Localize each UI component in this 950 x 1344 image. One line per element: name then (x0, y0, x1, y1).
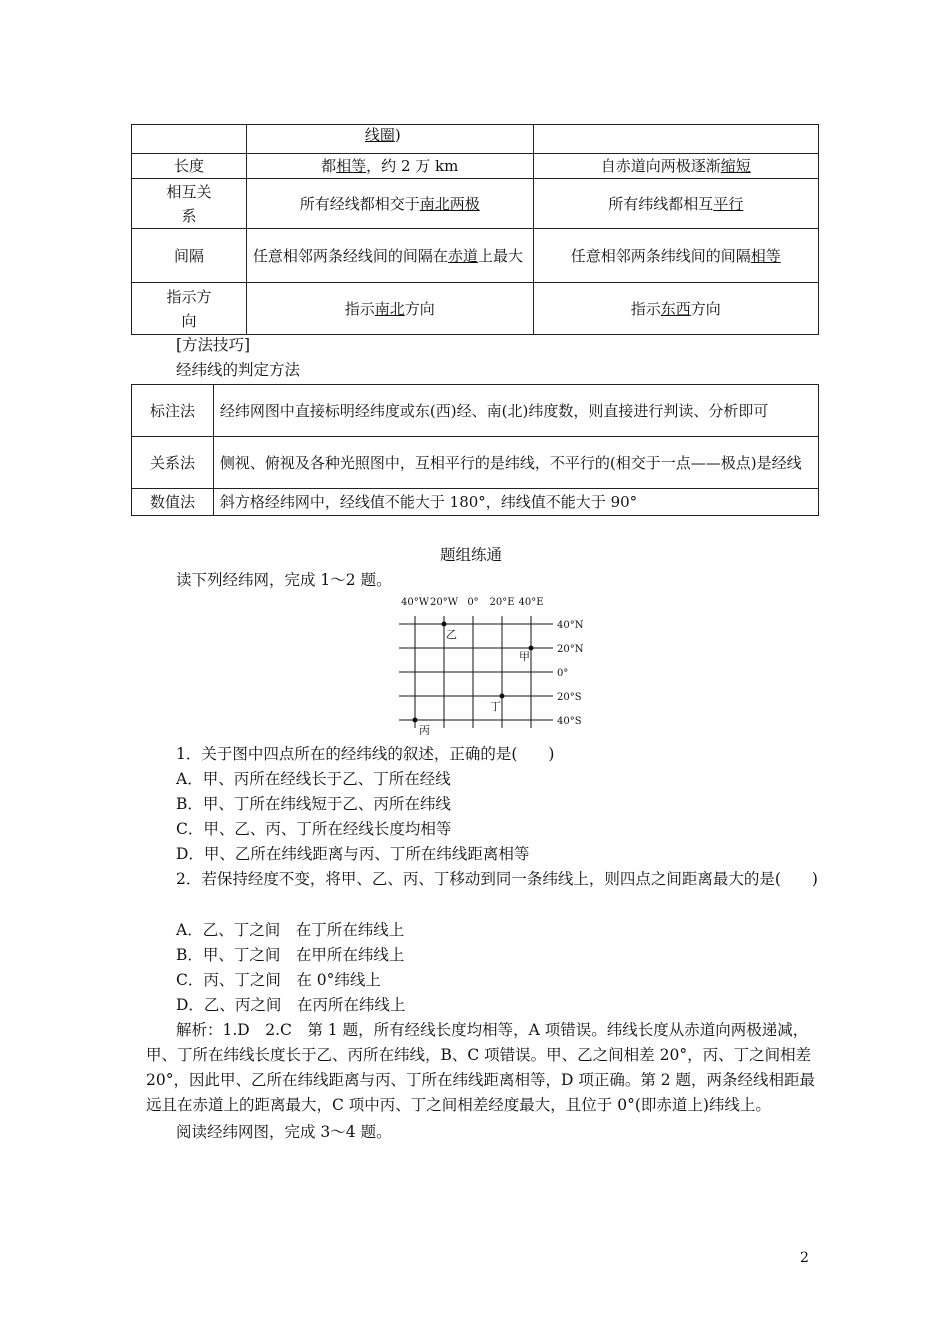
table1-meridian-cell (246, 229, 533, 283)
table1-row-label: 相互关系 (132, 179, 247, 229)
lon-label: 0° (467, 597, 479, 608)
lines-comparison-table (131, 124, 819, 335)
table1-row-label: 间隔 (132, 229, 247, 283)
analysis: 解析：1.D 2.C 第 1 题，所有经线长度均相等，A 项错误。纬线长度从赤道向两极递减，甲、丁所在纬线长度长于乙、丙所在纬线，B、C 项错误。甲、乙之间相差 20°，丙、丁之间相差 20°，因此甲、乙所在纬线距离与丙、丁所在纬线距离相等，D 项正确。第 2 题，两条经线相距最远且在赤道上的距离最大，C 项中丙、丁之间相差经度最大，且位于 0°(即赤道上)纬线上。 (146, 1021, 816, 1114)
table1-row-label (132, 125, 247, 154)
table1-row-label: 指示方向 (132, 283, 247, 335)
table1-meridian-cell (246, 179, 533, 229)
point-label: 乙 (446, 628, 457, 641)
method-label: 标注法 (132, 385, 214, 437)
point-label: 丙 (419, 724, 430, 735)
table1-meridian-cell (246, 154, 533, 179)
parallel-part: 自赤道向两极逐渐 (600, 157, 721, 175)
parallel-part: 相等 (750, 246, 781, 265)
q1-stem: 1．关于图中四点所在的经纬线的叙述，正确的是( ) (176, 745, 555, 763)
method-subheading: 经纬线的判定方法 (176, 361, 301, 379)
lat-label: 20°S (557, 692, 582, 703)
point-marker (442, 622, 447, 627)
table1-parallel-cell (533, 283, 818, 335)
method-table (131, 384, 819, 516)
parallel-part: 指示 (630, 299, 661, 318)
parallel-part: 缩短 (720, 157, 751, 175)
q2-option-a: A．乙、丁之间 在丁所在纬线上 (176, 921, 405, 939)
method-row (132, 489, 819, 516)
meridian-part: 所有经线都相交于 (299, 194, 420, 213)
point-marker (413, 718, 418, 723)
meridian-part: 指示 (344, 299, 375, 318)
page-number: 2 (800, 1250, 809, 1266)
method-label: 关系法 (132, 437, 214, 489)
table1-parallel-cell (533, 229, 818, 283)
meridian-part: ，约 2 万 km (366, 157, 459, 175)
table1-parallel-cell (533, 125, 818, 154)
lon-label: 40°E (518, 597, 544, 608)
meridian-part: 赤道 (447, 246, 478, 265)
meridian-part: 任意相邻两条经线间的间隔在 (252, 246, 448, 265)
meridian-part: 南北两极 (419, 194, 480, 213)
method-text: 经纬网图中直接标明经纬度或东(西)经、南(北)纬度数，则直接进行判读、分析即可 (213, 385, 818, 437)
point-label: 甲 (519, 650, 530, 663)
meridian-part: 相等 (336, 157, 367, 175)
q1-option-a: A．甲、丙所在经线长于乙、丁所在经线 (176, 770, 451, 788)
parallel-part: 东西 (660, 299, 691, 318)
lat-label: 20°N (557, 644, 584, 655)
table1-parallel-cell (533, 154, 818, 179)
q1-option-d: D．甲、乙所在纬线距离与丙、丁所在纬线距离相等 (176, 845, 530, 863)
parallel-part: 平行 (713, 194, 744, 213)
lon-label: 20°E (489, 597, 515, 608)
method-row (132, 385, 819, 437)
meridian-part: 线圈 (364, 126, 395, 144)
table1-row (132, 229, 819, 283)
q2-option-b: B．甲、丁之间 在甲所在纬线上 (176, 946, 405, 964)
lat-label: 40°S (557, 716, 582, 727)
intro-1: 读下列经纬网，完成 1～2 题。 (176, 571, 392, 589)
meridian-part: 方向 (404, 299, 435, 318)
meridian-part: 都 (321, 157, 337, 175)
table1-row (132, 179, 819, 229)
graticule-map (395, 590, 655, 735)
q1-option-c: C．甲、乙、丙、丁所在经线长度均相等 (176, 820, 452, 838)
table1-meridian-cell (246, 283, 533, 335)
parallel-part: 所有纬线都相互 (608, 194, 714, 213)
lat-label: 0° (557, 668, 569, 679)
lon-label: 20°W (429, 597, 459, 608)
q1-option-b: B．甲、丁所在纬线短于乙、丙所在纬线 (176, 795, 451, 813)
meridian-part: 上最大 (477, 246, 523, 265)
intro-2: 阅读经纬网图，完成 3～4 题。 (176, 1123, 392, 1141)
table1-row (132, 125, 819, 154)
method-text: 侧视、俯视及各种光照图中，互相平行的是纬线，不平行的(相交于一点——极点)是经线 (213, 437, 818, 489)
meridian-part: 南北 (374, 299, 405, 318)
q2-stem: 2．若保持经度不变，将甲、乙、丙、丁移动到同一条纬线上，则四点之间距离最大的是( ) (176, 870, 818, 888)
method-heading: [方法技巧] (176, 336, 251, 354)
point-marker (500, 694, 505, 699)
table1-row-label: 长度 (132, 154, 247, 179)
method-label: 数值法 (132, 489, 214, 516)
method-row (132, 437, 819, 489)
table1-meridian-cell (246, 125, 533, 154)
table1-row (132, 154, 819, 179)
lon-label: 40°W (400, 597, 430, 608)
table1-row (132, 283, 819, 335)
q2-option-d: D．乙、丙之间 在丙所在纬线上 (176, 996, 406, 1014)
meridian-part: ) (394, 126, 401, 144)
q2-option-c: C．丙、丁之间 在 0°纬线上 (176, 971, 381, 989)
point-label: 丁 (490, 700, 501, 713)
parallel-part: 方向 (690, 299, 721, 318)
section-title: 题组练通 (440, 546, 503, 564)
method-text: 斜方格经纬网中，经线值不能大于 180°，纬线值不能大于 90° (213, 489, 818, 516)
lat-label: 40°N (557, 620, 584, 631)
table1-parallel-cell (533, 179, 818, 229)
parallel-part: 任意相邻两条纬线间的间隔 (570, 246, 751, 265)
